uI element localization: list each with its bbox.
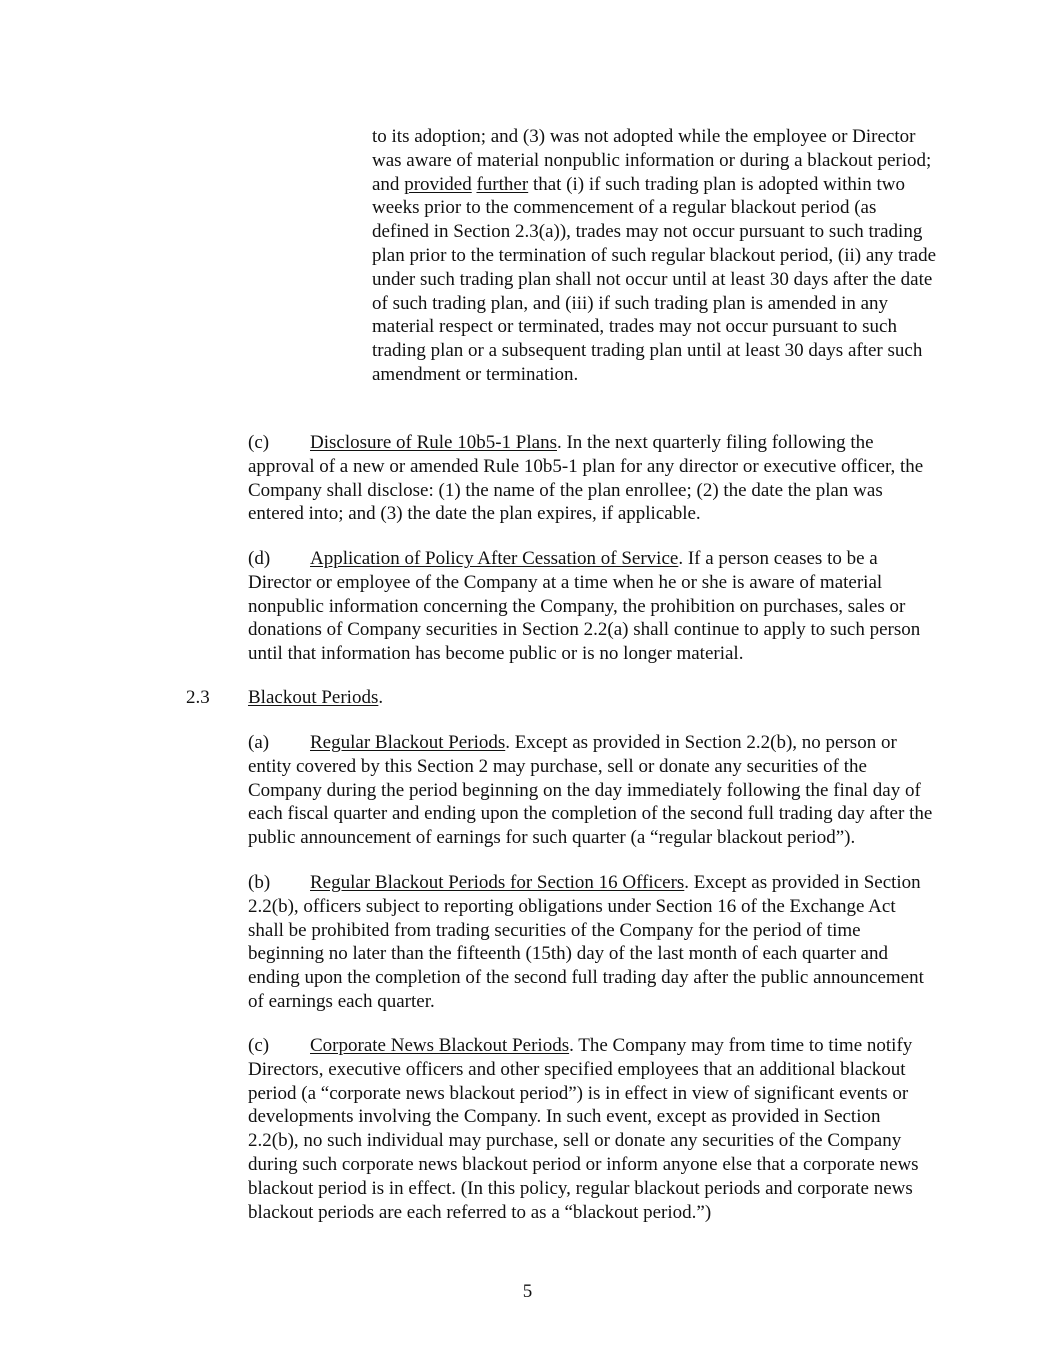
paragraph-d-cessation	[124, 547, 934, 666]
page-number: 5	[522, 1281, 533, 1302]
paragraph-label: (a)	[248, 732, 270, 753]
paragraph-heading: Application of Policy After Cessation of Service	[310, 548, 679, 569]
paragraph-label: (c)	[248, 1035, 270, 1056]
paragraph-heading: Regular Blackout Periods for Section 16 Officers	[310, 872, 685, 893]
paragraph-c-disclosure	[124, 431, 934, 526]
section-number: 2.3	[186, 687, 210, 708]
provided-term: provided	[404, 173, 472, 195]
paragraph-label: (c)	[248, 432, 270, 453]
section-heading-period: .	[378, 687, 384, 708]
paragraph-2-3-b	[124, 871, 934, 1014]
further-term: further	[476, 173, 529, 195]
section-heading: Blackout Periods	[248, 687, 379, 708]
continuation-paragraph	[372, 125, 938, 387]
paragraph-heading: Regular Blackout Periods	[310, 732, 506, 753]
paragraph-label: (d)	[248, 548, 271, 569]
paragraph-text: . Except as provided in Section 2.2(b), officers subject to reporting obligations under Section 16 of the Exchange Act shall be prohibited from trading securities of the Company for the period of time beginning no later than the fifteenth (15th) day of the last month of each quarter and ending upon the completion of the second full trading day after the public announcement of earnings each quarter.	[248, 872, 924, 1012]
paragraph-label: (b)	[248, 872, 271, 893]
paragraph-text: . In the next quarterly filing following the approval of a new or amended Rule 10b5-1 plan for any director or executive officer, the Company shall disclose: (1) the name of the plan enrollee; (2) the date the plan was entered into; and (3) the date the plan expires, if applicable.	[248, 432, 924, 525]
paragraph-text: . If a person ceases to be a Director or employee of the Company at a time when he or she is aware of material nonpublic information concerning the Company, the prohibition on purchases, sales or donations of Company securities in Section 2.2(a) shall continue to apply to such person until that information has become public or is no longer material.	[248, 548, 921, 665]
paragraph-2-3-a	[124, 731, 934, 850]
paragraph-text: . Except as provided in Section 2.2(b), no person or entity covered by this Section 2 may purchase, sell or donate any securities of the Company during the period beginning on the day immediately following the final day of each fiscal quarter and ending upon the completion of the second full trading day after the public announcement of earnings for such quarter (a “regular blackout period”).	[248, 732, 933, 849]
paragraph-text: . The Company may from time to time notify Directors, executive officers and other specified employees that an additional blackout period (a “corporate news blackout period”) is in effect in view of significant events or developments involving the Company. In such event, except as provided in Section 2.2(b), no such individual may purchase, sell or donate any securities of the Company during such corporate news blackout period or inform anyone else that a corporate news blackout period is in effect. (In this policy, regular blackout periods and corporate news blackout periods are each referred to as a “blackout period.”)	[248, 1035, 919, 1223]
paragraph-heading: Corporate News Blackout Periods	[310, 1035, 570, 1056]
continuation-text-2: that (i) if such trading plan is adopted within two weeks prior to the commencement of a regular blackout period (as defined in Section 2.3(a)), trades may not occur pursuant to such trading plan prior to the termination of such regular blackout period, (ii) any trade under such trading plan shall not occur until at least 30 days after the date of such trading plan, and (iii) if such trading plan is amended in any material respect or terminated, trades may not occur pursuant to such trading plan or a subsequent trading plan until at least 30 days after such amendment or termination.	[372, 173, 937, 385]
continuation-text-1: to its adoption; and (3) was not adopted while the employee or Director was aware of material nonpublic information or during a blackout period; and	[372, 126, 932, 195]
paragraph-2-3-c	[124, 1034, 934, 1224]
paragraph-heading: Disclosure of Rule 10b5-1 Plans	[310, 432, 557, 453]
section-2-3-heading	[186, 686, 934, 710]
